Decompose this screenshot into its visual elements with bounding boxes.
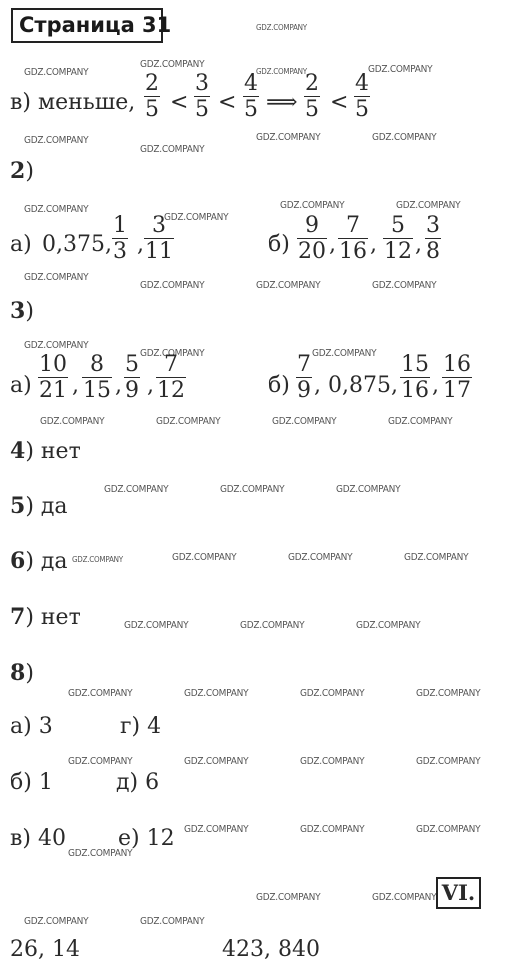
denominator: 5 — [145, 97, 159, 122]
numerator: 10 — [39, 352, 67, 377]
task-answer: ) да — [25, 494, 68, 519]
watermark: GDZ.COMPANY — [288, 552, 353, 563]
task-2b-label: б) — [268, 232, 290, 257]
task-2a-label: а) — [10, 232, 32, 257]
operator-less-than: < — [330, 90, 349, 115]
watermark: GDZ.COMPANY — [396, 200, 461, 211]
watermark: GDZ.COMPANY — [356, 620, 421, 631]
denominator: 17 — [443, 378, 471, 403]
task-4 — [10, 438, 81, 465]
fraction — [296, 352, 312, 403]
watermark: GDZ.COMPANY — [300, 688, 365, 699]
task-number: 6 — [10, 548, 26, 574]
numerator: 2 — [145, 71, 159, 96]
watermark: GDZ.COMPANY — [280, 200, 345, 211]
fraction — [82, 352, 112, 403]
paren: ) — [25, 661, 34, 686]
denominator: 5 — [355, 97, 369, 122]
watermark: GDZ.COMPANY — [184, 824, 249, 835]
fraction — [194, 71, 210, 122]
watermark: GDZ.COMPANY — [256, 67, 307, 76]
denominator: 15 — [83, 378, 111, 403]
watermark: GDZ.COMPANY — [140, 348, 205, 359]
watermark: GDZ.COMPANY — [24, 67, 89, 78]
numerator: 8 — [90, 352, 104, 377]
watermark: GDZ.COMPANY — [272, 416, 337, 427]
fraction — [112, 213, 128, 264]
section-v-label: в) меньше, — [10, 90, 136, 115]
section-vi-label: VI. — [436, 877, 481, 909]
numerator: 16 — [443, 352, 471, 377]
task-8-heading — [10, 660, 34, 687]
watermark: GDZ.COMPANY — [24, 340, 89, 351]
watermark: GDZ.COMPANY — [24, 272, 89, 283]
watermark: GDZ.COMPANY — [156, 416, 221, 427]
task-2a-decimal: 0,375, — [42, 232, 112, 257]
comma: , — [370, 232, 377, 257]
denominator: 11 — [145, 239, 173, 264]
fraction — [124, 352, 140, 403]
task-number: 4 — [10, 438, 26, 464]
fraction — [156, 352, 186, 403]
numerator: 4 — [244, 71, 258, 96]
section-vi-left-answer: 26, 14 — [10, 937, 80, 962]
task-7 — [10, 604, 81, 631]
fraction — [338, 213, 368, 264]
paren: ) — [25, 299, 34, 324]
denominator: 5 — [244, 97, 258, 122]
numerator: 5 — [391, 213, 405, 238]
task-3-heading — [10, 298, 34, 325]
task-number: 8 — [10, 660, 26, 686]
task-number: 5 — [10, 493, 26, 519]
numerator: 2 — [305, 71, 319, 96]
fraction — [304, 71, 320, 122]
watermark: GDZ.COMPANY — [300, 824, 365, 835]
denominator: 12 — [384, 239, 412, 264]
watermark: GDZ.COMPANY — [256, 132, 321, 143]
numerator: 5 — [125, 352, 139, 377]
watermark: GDZ.COMPANY — [368, 64, 433, 75]
watermark: GDZ.COMPANY — [68, 756, 133, 767]
watermark: GDZ.COMPANY — [336, 484, 401, 495]
numerator: 4 — [355, 71, 369, 96]
comma: , — [147, 373, 154, 398]
section-vi-right-answer: 423, 840 — [222, 937, 320, 962]
watermark: GDZ.COMPANY — [300, 756, 365, 767]
watermark: GDZ.COMPANY — [220, 484, 285, 495]
task-answer: ) нет — [25, 439, 81, 464]
operator-implies: ⟹ — [266, 90, 298, 115]
watermark: GDZ.COMPANY — [24, 135, 89, 146]
numerator: 7 — [164, 352, 178, 377]
numerator: 15 — [401, 352, 429, 377]
watermark: GDZ.COMPANY — [140, 59, 205, 70]
task-number: 3 — [10, 298, 26, 324]
fraction — [383, 213, 413, 264]
denominator: 16 — [339, 239, 367, 264]
numerator: 7 — [346, 213, 360, 238]
denominator: 9 — [297, 378, 311, 403]
task-5 — [10, 493, 68, 520]
task-8-answer-v: в) 40 — [10, 826, 66, 851]
watermark: GDZ.COMPANY — [24, 916, 89, 927]
fraction — [442, 352, 472, 403]
fraction — [243, 71, 259, 122]
task-3b-decimal: , 0,875, — [314, 373, 398, 398]
watermark: GDZ.COMPANY — [372, 132, 437, 143]
task-answer: ) да — [25, 549, 68, 574]
watermark: GDZ.COMPANY — [164, 212, 229, 223]
fraction — [400, 352, 430, 403]
numerator: 3 — [426, 213, 440, 238]
task-number: 2 — [10, 158, 26, 184]
denominator: 20 — [298, 239, 326, 264]
numerator: 7 — [297, 352, 311, 377]
watermark: GDZ.COMPANY — [140, 916, 205, 927]
comma: , — [415, 232, 422, 257]
task-8-answer-e: е) 12 — [118, 826, 175, 851]
task-8-answer-g: г) 4 — [120, 714, 162, 739]
watermark: GDZ.COMPANY — [72, 555, 123, 564]
task-6 — [10, 548, 68, 575]
denominator: 3 — [113, 239, 127, 264]
page-title: Страница 31 — [11, 8, 163, 43]
task-3a-label: а) — [10, 373, 32, 398]
denominator: 8 — [426, 239, 440, 264]
watermark: GDZ.COMPANY — [140, 144, 205, 155]
fraction — [144, 213, 174, 264]
denominator: 9 — [125, 378, 139, 403]
comma: , — [137, 232, 144, 257]
watermark: GDZ.COMPANY — [256, 280, 321, 291]
watermark: GDZ.COMPANY — [372, 892, 437, 903]
watermark: GDZ.COMPANY — [184, 756, 249, 767]
watermark: GDZ.COMPANY — [256, 892, 321, 903]
numerator: 9 — [305, 213, 319, 238]
fraction — [38, 352, 68, 403]
watermark: GDZ.COMPANY — [40, 416, 105, 427]
operator-less-than: < — [170, 90, 189, 115]
watermark: GDZ.COMPANY — [312, 348, 377, 359]
task-8-answer-b: б) 1 — [10, 770, 53, 795]
watermark: GDZ.COMPANY — [416, 688, 481, 699]
watermark: GDZ.COMPANY — [388, 416, 453, 427]
watermark: GDZ.COMPANY — [404, 552, 469, 563]
fraction — [297, 213, 327, 264]
denominator: 16 — [401, 378, 429, 403]
watermark: GDZ.COMPANY — [140, 280, 205, 291]
task-2-heading — [10, 158, 34, 185]
watermark: GDZ.COMPANY — [256, 23, 307, 32]
denominator: 5 — [195, 97, 209, 122]
task-number: 7 — [10, 604, 26, 630]
watermark: GDZ.COMPANY — [240, 620, 305, 631]
watermark: GDZ.COMPANY — [416, 824, 481, 835]
operator-less-than: < — [218, 90, 237, 115]
watermark: GDZ.COMPANY — [68, 688, 133, 699]
task-8-answer-a: а) 3 — [10, 714, 53, 739]
comma: , — [432, 373, 439, 398]
denominator: 5 — [305, 97, 319, 122]
comma: , — [115, 373, 122, 398]
numerator: 3 — [195, 71, 209, 96]
watermark: GDZ.COMPANY — [124, 620, 189, 631]
fraction — [354, 71, 370, 122]
numerator: 3 — [152, 213, 166, 238]
paren: ) — [25, 159, 34, 184]
task-3b-label: б) — [268, 373, 290, 398]
denominator: 21 — [39, 378, 67, 403]
comma: , — [72, 373, 79, 398]
watermark: GDZ.COMPANY — [416, 756, 481, 767]
watermark: GDZ.COMPANY — [172, 552, 237, 563]
task-answer: ) нет — [25, 605, 81, 630]
watermark: GDZ.COMPANY — [24, 204, 89, 215]
numerator: 1 — [113, 213, 127, 238]
fraction — [425, 213, 441, 264]
watermark: GDZ.COMPANY — [184, 688, 249, 699]
watermark: GDZ.COMPANY — [104, 484, 169, 495]
denominator: 12 — [157, 378, 185, 403]
task-8-answer-d: д) 6 — [116, 770, 160, 795]
watermark: GDZ.COMPANY — [372, 280, 437, 291]
fraction — [144, 71, 160, 122]
watermark: GDZ.COMPANY — [68, 848, 133, 859]
comma: , — [329, 232, 336, 257]
